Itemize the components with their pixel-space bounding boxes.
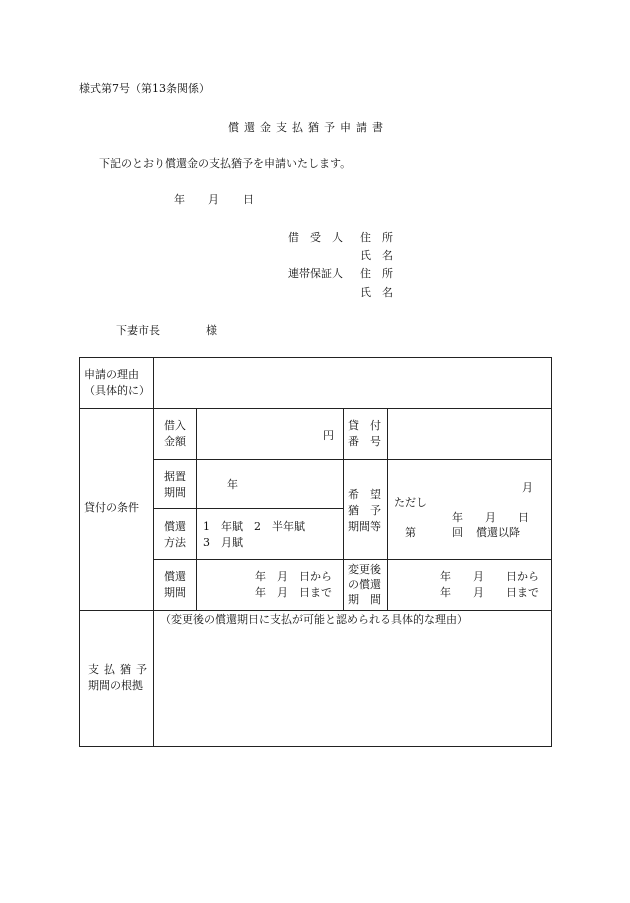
changed-period-label: 変更後 の償還 期 間 bbox=[348, 563, 381, 606]
rule-sub-label-column bbox=[196, 408, 197, 610]
rule-grace-bottom bbox=[153, 508, 343, 509]
grace-year-unit: 年 bbox=[227, 478, 238, 491]
rule-label-column bbox=[153, 357, 154, 747]
rule-right-value-column bbox=[387, 408, 388, 610]
date-year-label: 年 bbox=[174, 193, 185, 206]
form-number: 様式第7号（第13条関係） bbox=[79, 82, 210, 95]
rule-middle-column bbox=[343, 408, 344, 610]
repayment-period-dates: 年 月 日から 年 月 日まで bbox=[255, 570, 332, 599]
yen-unit: 円 bbox=[323, 429, 334, 442]
repayment-method-label: 償還 方法 bbox=[164, 520, 186, 549]
desired-times-suffix: 償還以降 bbox=[476, 526, 520, 539]
date-month-label: 月 bbox=[208, 193, 219, 206]
addressee-name: 下妻市長 bbox=[116, 324, 160, 337]
guarantor-name-label: 氏 名 bbox=[360, 286, 393, 299]
grace-period-field[interactable] bbox=[198, 461, 341, 506]
document-title: 償還金支払猶予申請書 bbox=[228, 121, 388, 134]
deferment-basis-label: 支払猶予 期間の根拠 bbox=[88, 663, 152, 692]
loan-number-label: 貸 付 番 号 bbox=[348, 419, 381, 448]
desired-date: 年 月 日 bbox=[452, 511, 529, 524]
rule-method-bottom bbox=[153, 559, 552, 560]
desired-deferment-field[interactable] bbox=[389, 461, 550, 557]
desired-times-unit: 回 bbox=[452, 526, 463, 539]
deferment-basis-field[interactable] bbox=[155, 630, 550, 745]
addressee-honorific: 様 bbox=[206, 324, 217, 337]
guarantor-label: 連帯保証人 bbox=[288, 267, 343, 280]
borrower-label: 借 受 人 bbox=[288, 231, 343, 244]
repayment-method-options: 1 年賦 2 半年賦 3 月賦 bbox=[203, 520, 305, 549]
reason-field[interactable] bbox=[155, 359, 550, 406]
loan-number-field[interactable] bbox=[389, 410, 550, 457]
desired-deferment-label: 希 望 猶 予 期間等 bbox=[348, 488, 381, 533]
deferment-basis-note: （変更後の償還期日に支払が可能と認められる具体的な理由） bbox=[160, 613, 468, 626]
rule-conditions-bottom bbox=[79, 610, 552, 611]
desired-month-unit: 月 bbox=[522, 481, 533, 494]
borrower-address-label: 住 所 bbox=[360, 231, 393, 244]
grace-period-label: 据置 期間 bbox=[164, 470, 186, 499]
loan-amount-label: 借入 金額 bbox=[164, 419, 186, 448]
rule-amount-bottom bbox=[153, 459, 552, 460]
reason-label: 申請の理由 （具体的に） bbox=[84, 368, 150, 397]
conditions-label: 貸付の条件 bbox=[84, 501, 139, 514]
guarantor-address-label: 住 所 bbox=[360, 267, 393, 280]
intro-text: 下記のとおり償還金の支払猶予を申請いたします。 bbox=[99, 157, 352, 170]
repayment-period-label: 償還 期間 bbox=[164, 570, 186, 599]
loan-amount-field[interactable] bbox=[198, 410, 341, 457]
date-day-label: 日 bbox=[243, 193, 254, 206]
changed-period-dates: 年 月 日から 年 月 日まで bbox=[440, 570, 539, 599]
desired-proviso: ただし bbox=[394, 496, 427, 509]
borrower-name-label: 氏 名 bbox=[360, 249, 393, 262]
rule-reason-bottom bbox=[79, 408, 552, 409]
desired-times-prefix: 第 bbox=[405, 526, 416, 539]
